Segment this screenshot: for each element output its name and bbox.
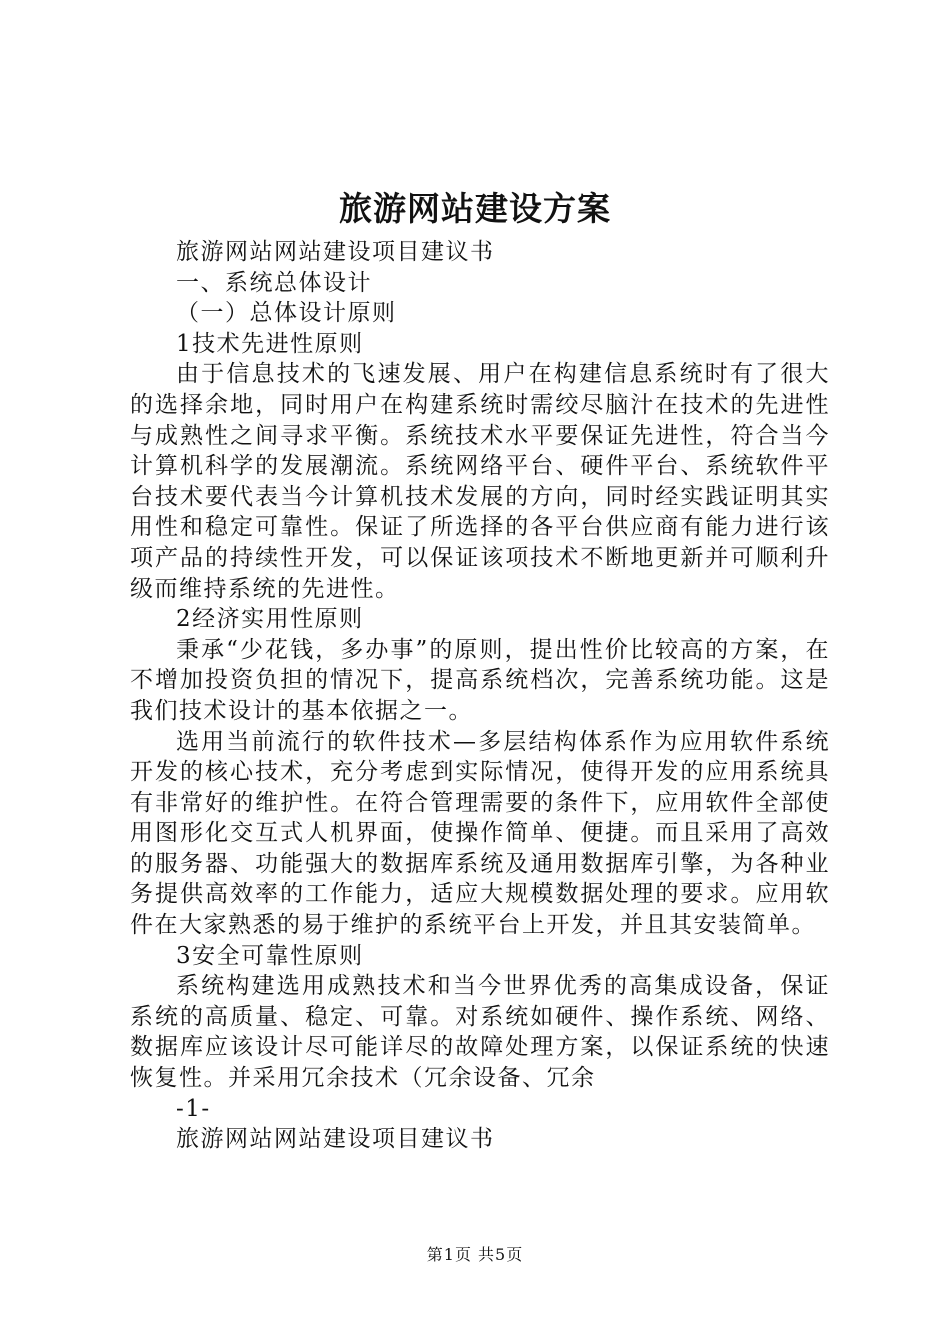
- heading-line: -1-: [176, 1095, 211, 1122]
- body-paragraph: 系统构建选用成熟技术和当今世界优秀的高集成设备，保证系统的高质量、稳定、可靠。对系统如硬件、操作系统、网络、数据库应该设计尽可能详尽的故障处理方案，以保证系统的快速恢复性。并采用冗余技术（冗余设备、冗余: [130, 973, 830, 1092]
- body-paragraph: 秉承“少花钱，多办事”的原则，提出性价比较高的方案，在不增加投资负担的情况下，提高系统档次，完善系统功能。这是我们技术设计的基本依据之一。: [130, 636, 830, 724]
- heading-line: 旅游网站网站建设项目建议书: [176, 239, 495, 265]
- page-footer: 第1页 共5页: [426, 1245, 524, 1264]
- document-title: 旅游网站建设方案: [339, 189, 611, 228]
- body-paragraph: 由于信息技术的飞速发展、用户在构建信息系统时有了很大的选择余地，同时用户在构建系统时需绞尽脑汁在技术的先进性与成熟性之间寻求平衡。系统技术水平要保证先进性，符合当今计算机科学的发展潮流。系统网络平台、硬件平台、系统软件平台技术要代表当今计算机技术发展的方向，同时经实践证明其实用性和稳定可靠性。保证了所选择的各平台供应商有能力进行该项产品的持续性开发，可以保证该项技术不断地更新并可顺利升级而维持系统的先进性。: [130, 361, 830, 602]
- body-paragraph: 选用当前流行的软件技术—多层结构体系作为应用软件系统开发的核心技术，充分考虑到实际情况，使得开发的应用系统具有非常好的维护性。在符合管理需要的条件下，应用软件全部使用图形化交互式人机界面，使操作简单、便捷。而且采用了高效的服务器、功能强大的数据库系统及通用数据库引擎，为各种业务提供高效率的工作能力，适应大规模数据处理的要求。应用软件在大家熟悉的易于维护的系统平台上开发，并且其安装简单。: [130, 728, 830, 939]
- heading-line: 3安全可靠性原则: [176, 942, 364, 969]
- heading-line: 旅游网站网站建设项目建议书: [176, 1126, 495, 1153]
- heading-line: 一、系统总体设计: [176, 269, 372, 296]
- heading-line: 2经济实用性原则: [176, 606, 364, 633]
- heading-line: （一）总体设计原则: [176, 300, 397, 327]
- heading-line: 1技术先进性原则: [176, 330, 364, 357]
- document-body: [130, 237, 830, 1155]
